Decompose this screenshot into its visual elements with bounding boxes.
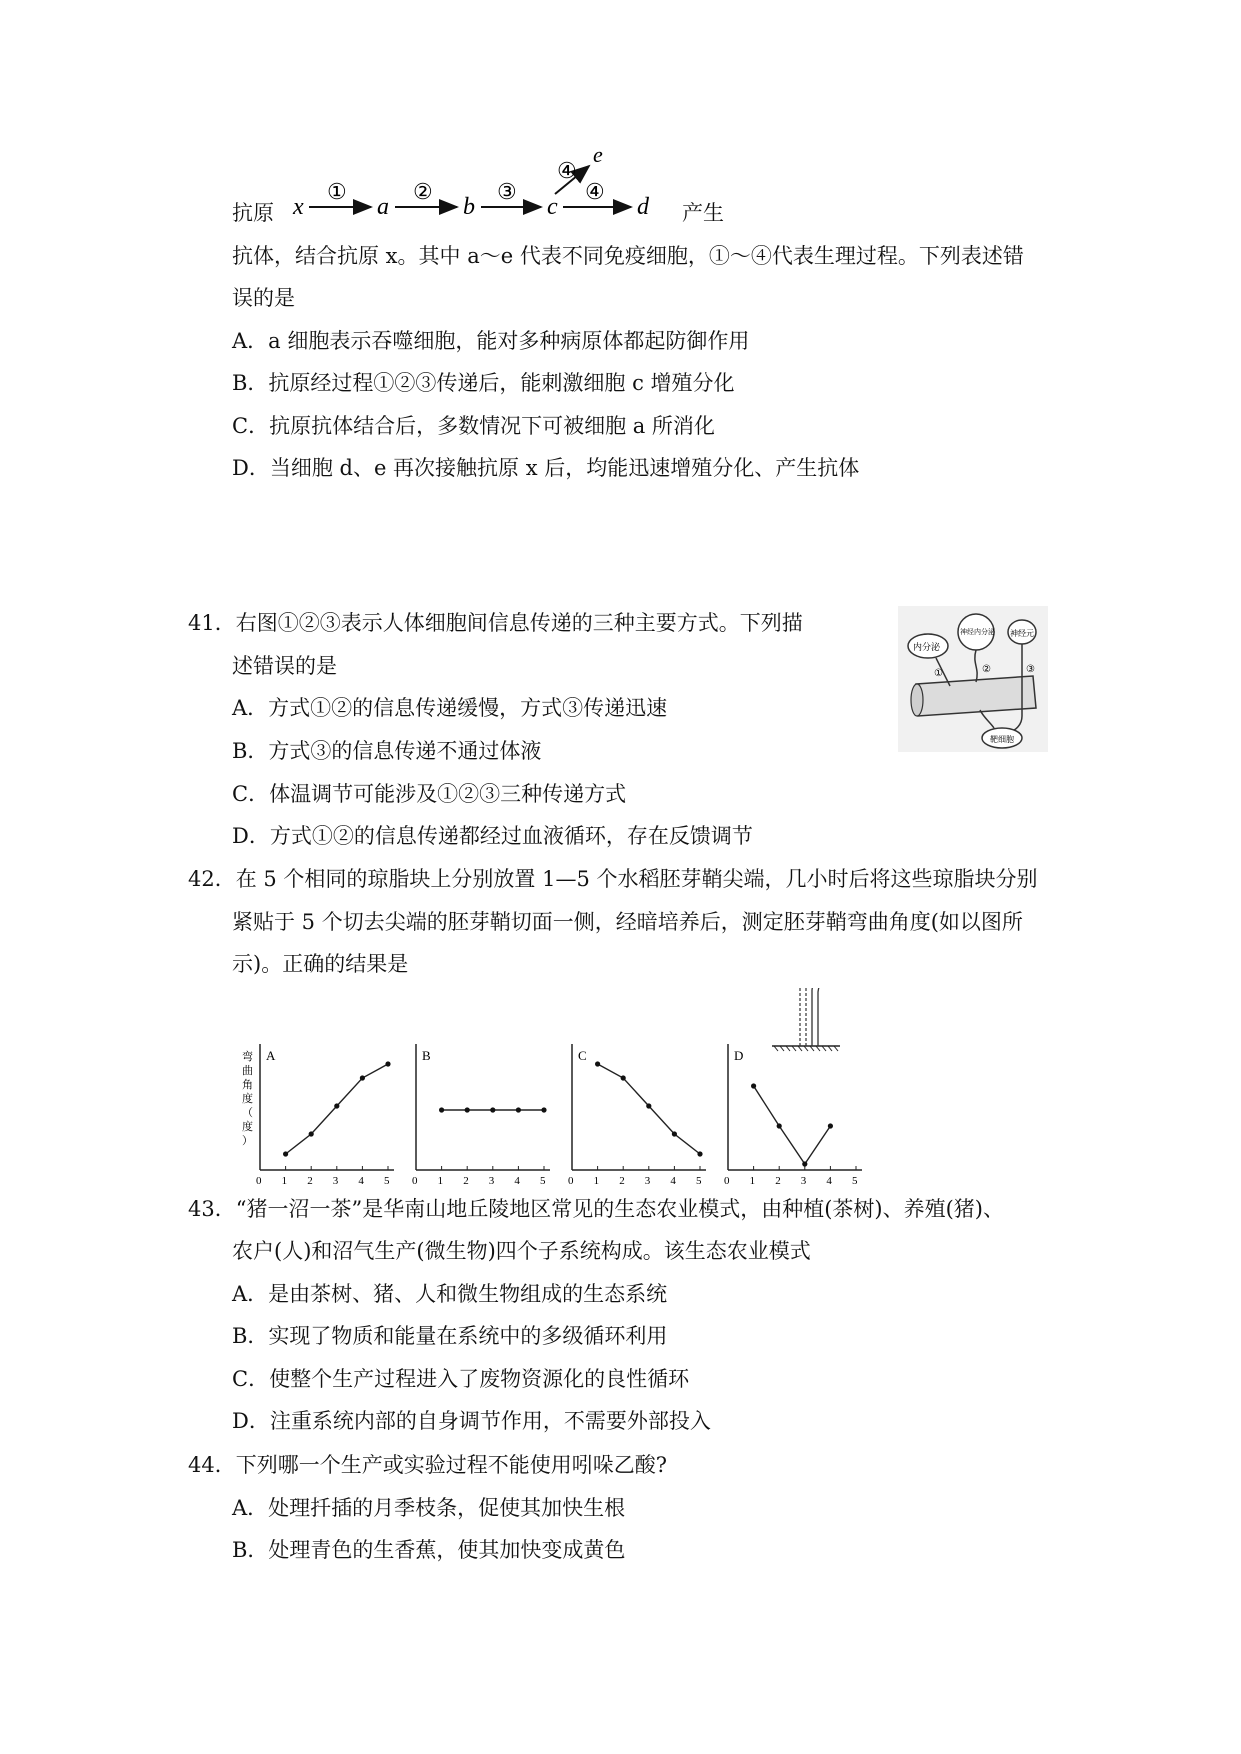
q41-option-d: D．方式①②的信息传递都经过血液循环，存在反馈调节 xyxy=(232,824,753,848)
marker-3: ③ xyxy=(1026,664,1035,675)
q40-stem-line2: 误的是 xyxy=(232,286,295,310)
y-axis-label-char: 度 xyxy=(242,1121,253,1133)
chart-D-tick-label: 4 xyxy=(826,1175,832,1187)
chart-A-point xyxy=(309,1131,314,1136)
chart-D-tick-label: 1 xyxy=(749,1175,756,1187)
flow-suffix: 产生 xyxy=(682,201,724,225)
chart-D-tick-label: 5 xyxy=(852,1175,858,1187)
chart-B-tick-label: 3 xyxy=(488,1175,495,1187)
chart-B-title: B xyxy=(422,1048,431,1063)
label-target: 靶细胞 xyxy=(990,735,1014,744)
chart-C-tick-label: 3 xyxy=(644,1175,651,1187)
chart-B-point xyxy=(439,1107,444,1112)
chart-C-tick-label: 0 xyxy=(568,1175,574,1187)
chart-D-point xyxy=(751,1083,756,1088)
q41-stem-line2: 述错误的是 xyxy=(232,654,337,678)
chart-A-tick-label: 1 xyxy=(281,1175,288,1187)
q43-stem-line1: 43．“猪一沼一茶”是华南山地丘陵地区常见的生态农业模式，由种植(茶树)、养殖(猪)、 xyxy=(188,1197,1004,1221)
step-2: ② xyxy=(413,179,433,204)
y-axis-label-char: 曲 xyxy=(242,1065,253,1077)
chart-B-point xyxy=(541,1107,546,1112)
flow-prefix: 抗原 xyxy=(232,201,274,225)
chart-D-title: D xyxy=(734,1048,744,1063)
chart-C-series-line xyxy=(598,1064,700,1154)
marker-1: ① xyxy=(934,668,943,679)
node-e: e xyxy=(593,146,603,167)
chart-A-point xyxy=(334,1103,339,1108)
y-axis-label-char: 角 xyxy=(242,1079,253,1091)
chart-D-tick-label: 3 xyxy=(800,1175,807,1187)
chart-A-series-line xyxy=(286,1064,388,1154)
q40-option-d: D．当细胞 d、e 再次接触抗原 x 后，均能迅速增殖分化、产生抗体 xyxy=(232,456,860,480)
chart-B-tick-label: 5 xyxy=(540,1175,546,1187)
chart-B-tick-label: 2 xyxy=(463,1175,469,1187)
label-neuroendocrine: 神经内分泌 xyxy=(960,628,995,636)
step-4b: ④ xyxy=(585,179,605,204)
q41-stem-line1: 41．右图①②③表示人体细胞间信息传递的三种主要方式。下列描 xyxy=(188,611,803,635)
chart-A-tick-label: 2 xyxy=(307,1175,313,1187)
chart-B-tick-label: 1 xyxy=(437,1175,444,1187)
node-x: x xyxy=(293,194,304,220)
chart-C-tick-label: 4 xyxy=(670,1175,676,1187)
chart-B-point xyxy=(465,1107,470,1112)
chart-C-point xyxy=(621,1075,626,1080)
q44-option-b: B．处理青色的生香蕉，使其加快变成黄色 xyxy=(232,1538,626,1562)
chart-A-point xyxy=(283,1151,288,1156)
chart-C-tick-label: 1 xyxy=(593,1175,600,1187)
chart-D-point xyxy=(802,1161,807,1166)
chart-A-point xyxy=(360,1075,365,1080)
chart-A-point xyxy=(385,1061,390,1066)
q40-option-a: A．a 细胞表示吞噬细胞，能对多种病原体都起防御作用 xyxy=(232,329,750,353)
node-b: b xyxy=(463,194,475,220)
chart-C-title: C xyxy=(578,1048,587,1063)
chart-B-point xyxy=(490,1107,495,1112)
chart-C-tick-label: 2 xyxy=(619,1175,625,1187)
chart-C-point xyxy=(646,1103,651,1108)
chart-A-tick-label: 0 xyxy=(256,1175,262,1187)
marker-2: ② xyxy=(982,664,991,675)
chart-A-tick-label: 5 xyxy=(384,1175,390,1187)
immune-flow-diagram xyxy=(285,146,685,228)
q42-stem-line3: 示)。正确的结果是 xyxy=(232,952,409,976)
chart-A-tick-label: 4 xyxy=(358,1175,364,1187)
y-axis-label-char: （ xyxy=(242,1107,253,1119)
q41-option-c: C．体温调节可能涉及①②③三种传递方式 xyxy=(232,782,627,806)
y-axis-label-char: 弯 xyxy=(242,1051,253,1063)
chart-B-point xyxy=(516,1107,521,1112)
chart-D-series-line xyxy=(754,1086,831,1164)
step-3: ③ xyxy=(497,179,517,204)
chart-D-tick-label: 0 xyxy=(724,1175,730,1187)
chart-A-tick-label: 3 xyxy=(332,1175,339,1187)
step-1: ① xyxy=(327,179,347,204)
q41-option-a: A．方式①②的信息传递缓慢，方式③传递迅速 xyxy=(232,696,668,720)
curvature-charts xyxy=(240,988,870,1188)
step-4a: ④ xyxy=(557,158,577,183)
chart-B-tick-label: 4 xyxy=(514,1175,520,1187)
q40-option-c: C．抗原抗体结合后，多数情况下可被细胞 a 所消化 xyxy=(232,414,715,438)
q40-stem-line1: 抗体，结合抗原 x。其中 a～e 代表不同免疫细胞，①～④代表生理过程。下列表述错 xyxy=(232,244,1024,268)
q43-stem-line2: 农户(人)和沼气生产(微生物)四个子系统构成。该生态农业模式 xyxy=(232,1239,811,1263)
node-c: c xyxy=(547,194,558,220)
chart-B-tick-label: 0 xyxy=(412,1175,418,1187)
q40-option-b: B．抗原经过程①②③传递后，能刺激细胞 c 增殖分化 xyxy=(232,371,735,395)
q43-option-d: D．注重系统内部的自身调节作用，不需要外部投入 xyxy=(232,1409,711,1433)
chart-D-point xyxy=(777,1123,782,1128)
label-neuron: 神经元 xyxy=(1010,629,1034,638)
chart-C-point xyxy=(595,1061,600,1066)
q44-option-a: A．处理扦插的月季枝条，促使其加快生根 xyxy=(232,1496,626,1520)
q44-stem-line1: 44．下列哪一个生产或实验过程不能使用吲哚乙酸? xyxy=(188,1453,667,1477)
chart-D-tick-label: 2 xyxy=(775,1175,781,1187)
y-axis-label-char: 度 xyxy=(242,1093,253,1105)
chart-C-point xyxy=(672,1131,677,1136)
q43-option-a: A．是由茶树、猪、人和微生物组成的生态系统 xyxy=(232,1282,668,1306)
node-d: d xyxy=(637,194,649,220)
q41-option-b: B．方式③的信息传递不通过体液 xyxy=(232,739,542,763)
coleoptile-bent-right xyxy=(818,988,828,1046)
node-a: a xyxy=(377,194,389,220)
q42-stem-line2: 紧贴于 5 个切去尖端的胚芽鞘切面一侧，经暗培养后，测定胚芽鞘弯曲角度(如以图所 xyxy=(232,910,1023,934)
chart-D-point xyxy=(828,1123,833,1128)
label-endocrine: 内分泌 xyxy=(913,642,941,652)
chart-C-tick-label: 5 xyxy=(696,1175,702,1187)
chart-A-title: A xyxy=(266,1048,276,1063)
cell-signaling-figure xyxy=(898,606,1048,752)
chart-C-point xyxy=(697,1151,702,1156)
q43-option-c: C．使整个生产过程进入了废物资源化的良性循环 xyxy=(232,1367,690,1391)
q43-option-b: B．实现了物质和能量在系统中的多级循环利用 xyxy=(232,1324,668,1348)
y-axis-label-char: ） xyxy=(242,1135,253,1147)
q42-stem-line1: 42．在 5 个相同的琼脂块上分别放置 1—5 个水稻胚芽鞘尖端，几小时后将这些琼脂块分别 xyxy=(188,867,1038,891)
